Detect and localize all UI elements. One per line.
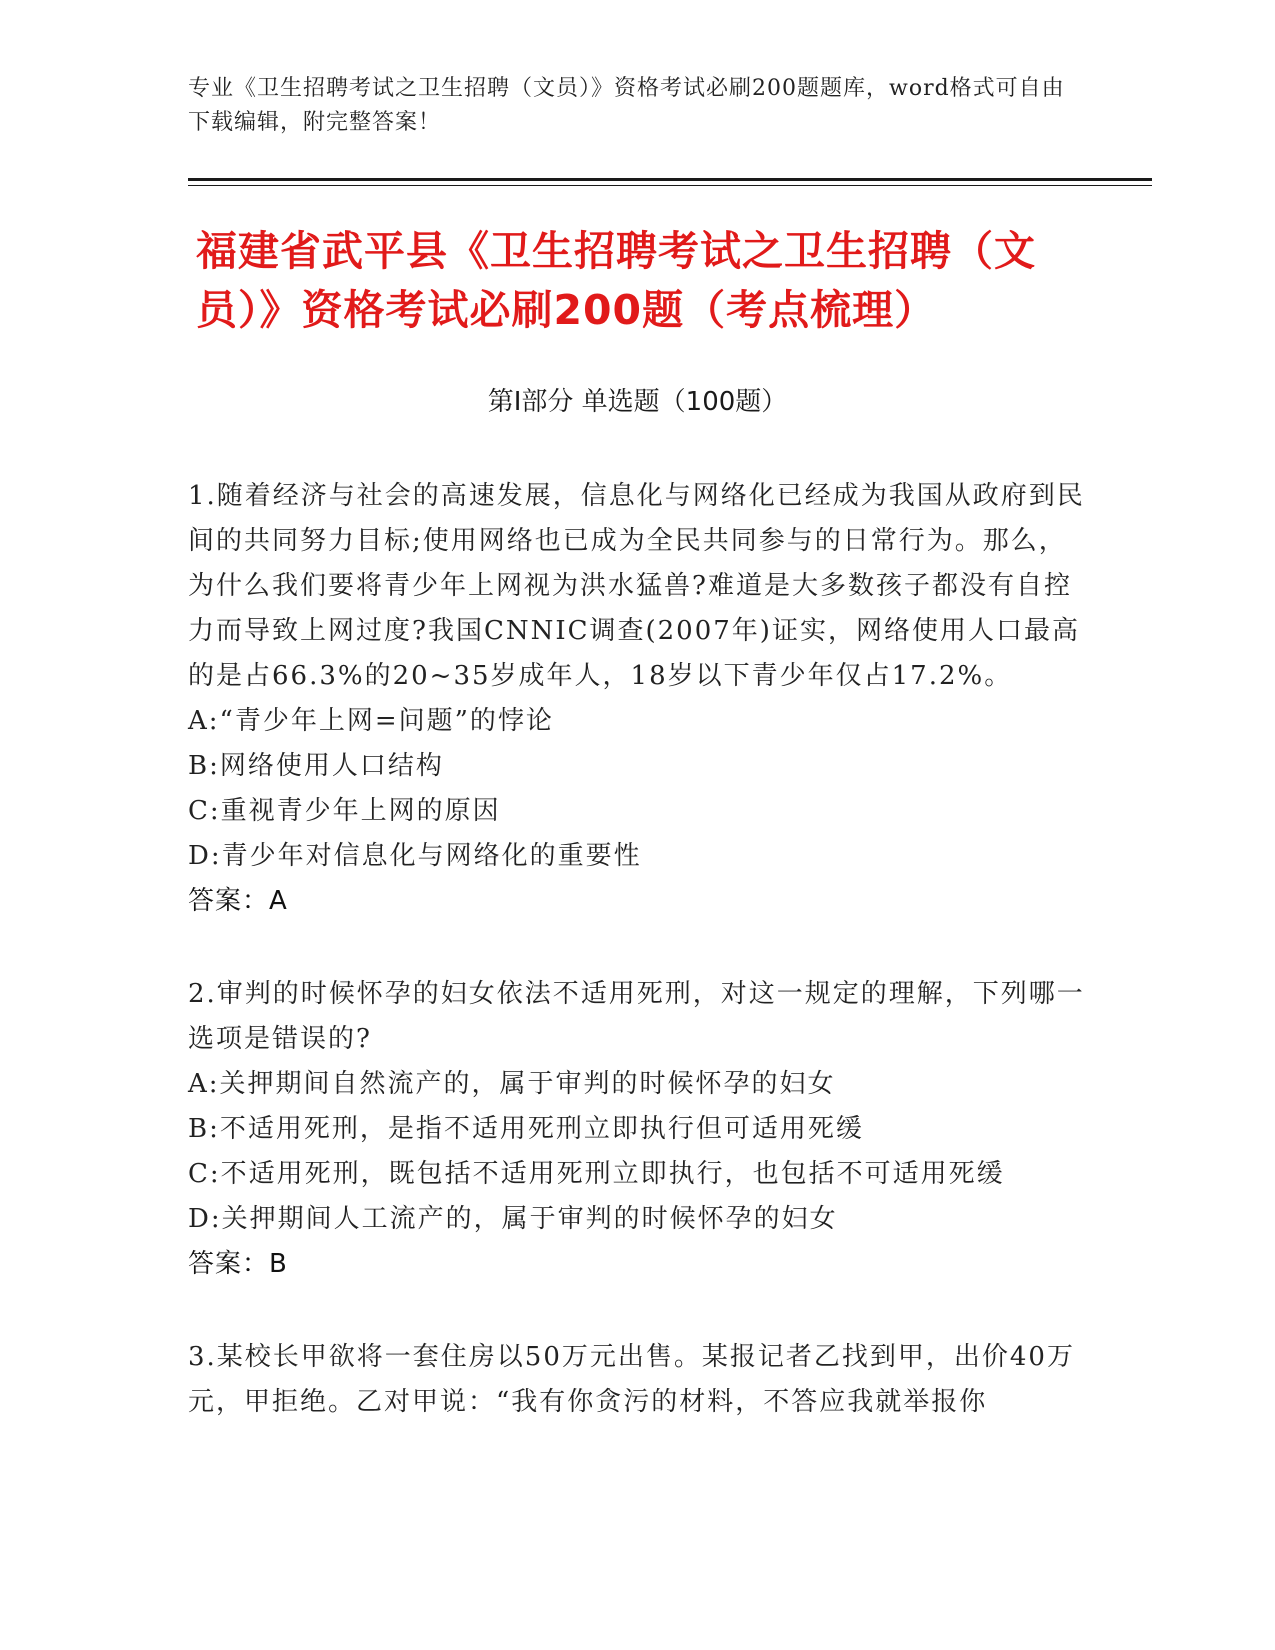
option-b: B:不适用死刑，是指不适用死刑立即执行但可适用死缓: [188, 1114, 864, 1144]
section-heading: 第Ⅰ部分 单选题（100题）: [487, 387, 788, 417]
question-1: [188, 474, 1088, 924]
header-rule-thin: [188, 185, 1152, 186]
option-a: A:关押期间自然流产的，属于审判的时候怀孕的妇女: [188, 1069, 836, 1099]
question-stem: 2.审判的时候怀孕的妇女依法不适用死刑，对这一规定的理解，下列哪一选项是错误的?: [188, 979, 1085, 1054]
question-stem: 1.随着经济与社会的高速发展，信息化与网络化已经成为我国从政府到民间的共同努力目标;使用网络也已成为全民共同参与的日常行为。那么，为什么我们要将青少年上网视为洪水猛兽?难道是大多数孩子都没有自控力而导致上网过度?我国CNNIC调查(2007年)证实，网络使用人口最高的是占66.3%的20~35岁成年人，18岁以下青少年仅占17.2%。: [188, 481, 1085, 691]
question-2: [188, 972, 1088, 1287]
question-list: [188, 474, 1088, 1473]
option-d: D:关押期间人工流产的，属于审判的时候怀孕的妇女: [188, 1204, 838, 1234]
option-c: C:不适用死刑，既包括不适用死刑立即执行，也包括不可适用死缓: [188, 1159, 1005, 1189]
question-stem: 3.某校长甲欲将一套住房以50万元出售。某报记者乙找到甲，出价40万元，甲拒绝。乙对甲说：“我有你贪污的材料，不答应我就举报你: [188, 1342, 1075, 1417]
option-d: D:青少年对信息化与网络化的重要性: [188, 841, 642, 871]
document-title: 福建省武平县《卫生招聘考试之卫生招聘（文员）》资格考试必刷200题（考点梳理）: [196, 227, 1036, 334]
question-3: [188, 1335, 1088, 1425]
header-note: 专业《卫生招聘考试之卫生招聘（文员）》资格考试必刷200题题库，word格式可自由下载编辑，附完整答案！: [188, 76, 1065, 135]
header-rule-thick: [188, 178, 1152, 181]
option-a: A:“青少年上网=问题”的悖论: [188, 706, 554, 736]
option-c: C:重视青少年上网的原因: [188, 796, 501, 826]
answer: 答案：A: [188, 886, 288, 916]
answer: 答案：B: [188, 1249, 288, 1279]
option-b: B:网络使用人口结构: [188, 751, 444, 781]
